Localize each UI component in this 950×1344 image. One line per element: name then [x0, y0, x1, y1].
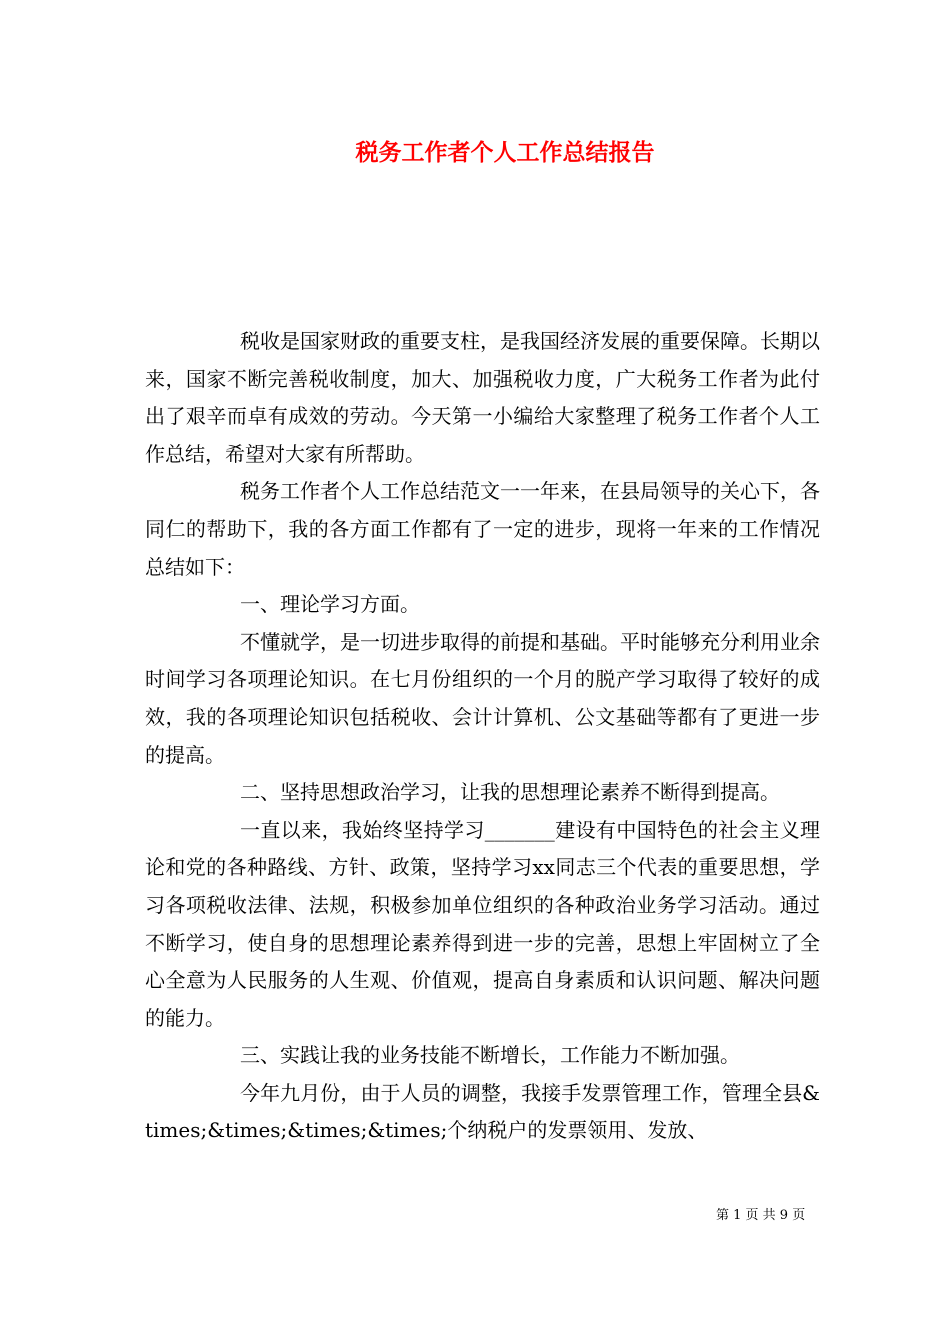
paragraph-intro: 税收是国家财政的重要支柱，是我国经济发展的重要保障。长期以来，国家不断完善税收制度，加大、加强税收力度，广大税务工作者为此付出了艰辛而卓有成效的劳动。今天第一小编给大家整理了税务工作者个人工作总结，希望对大家有所帮助。	[145, 329, 820, 466]
page-number-footer: 第 1 页 共 9 页	[716, 1208, 806, 1223]
document-title: 税务工作者个人工作总结报告	[355, 139, 655, 166]
heading-practice: 三、实践让我的业务技能不断增长，工作能力不断加强。	[240, 1043, 740, 1068]
paragraph-sample-one: 税务工作者个人工作总结范文一一年来，在县局领导的关心下，各同仁的帮助下，我的各方面工作都有了一定的进步，现将一年来的工作情况总结如下：	[145, 479, 820, 579]
paragraph-practice: 今年九月份，由于人员的调整，我接手发票管理工作，管理全县&times;&times;&times;&times;个纳税户的发票领用、发放、	[145, 1080, 820, 1143]
heading-theory-study: 一、理论学习方面。	[240, 592, 420, 617]
paragraph-theory-study: 不懂就学，是一切进步取得的前提和基础。平时能够充分利用业余时间学习各项理论知识。在七月份组织的一个月的脱产学习取得了较好的成效，我的各项理论知识包括税收、会计计算机、公文基础等都有了更进一步的提高。	[145, 629, 820, 767]
paragraph-political-study: 一直以来，我始终坚持学习_______建设有中国特色的社会主义理论和党的各种路线、方针、政策，坚持学习xx同志三个代表的重要思想，学习各项税收法律、法规，积极参加单位组织的各种政治业务学习活动。通过不断学习，使自身的思想理论素养得到进一步的完善，思想上牢固树立了全心全意为人民服务的人生观、价值观，提高自身素质和认识问题、解决问题的能力。	[145, 817, 820, 1030]
document-body	[145, 323, 820, 1150]
heading-political-study: 二、坚持思想政治学习，让我的思想理论素养不断得到提高。	[240, 780, 780, 805]
